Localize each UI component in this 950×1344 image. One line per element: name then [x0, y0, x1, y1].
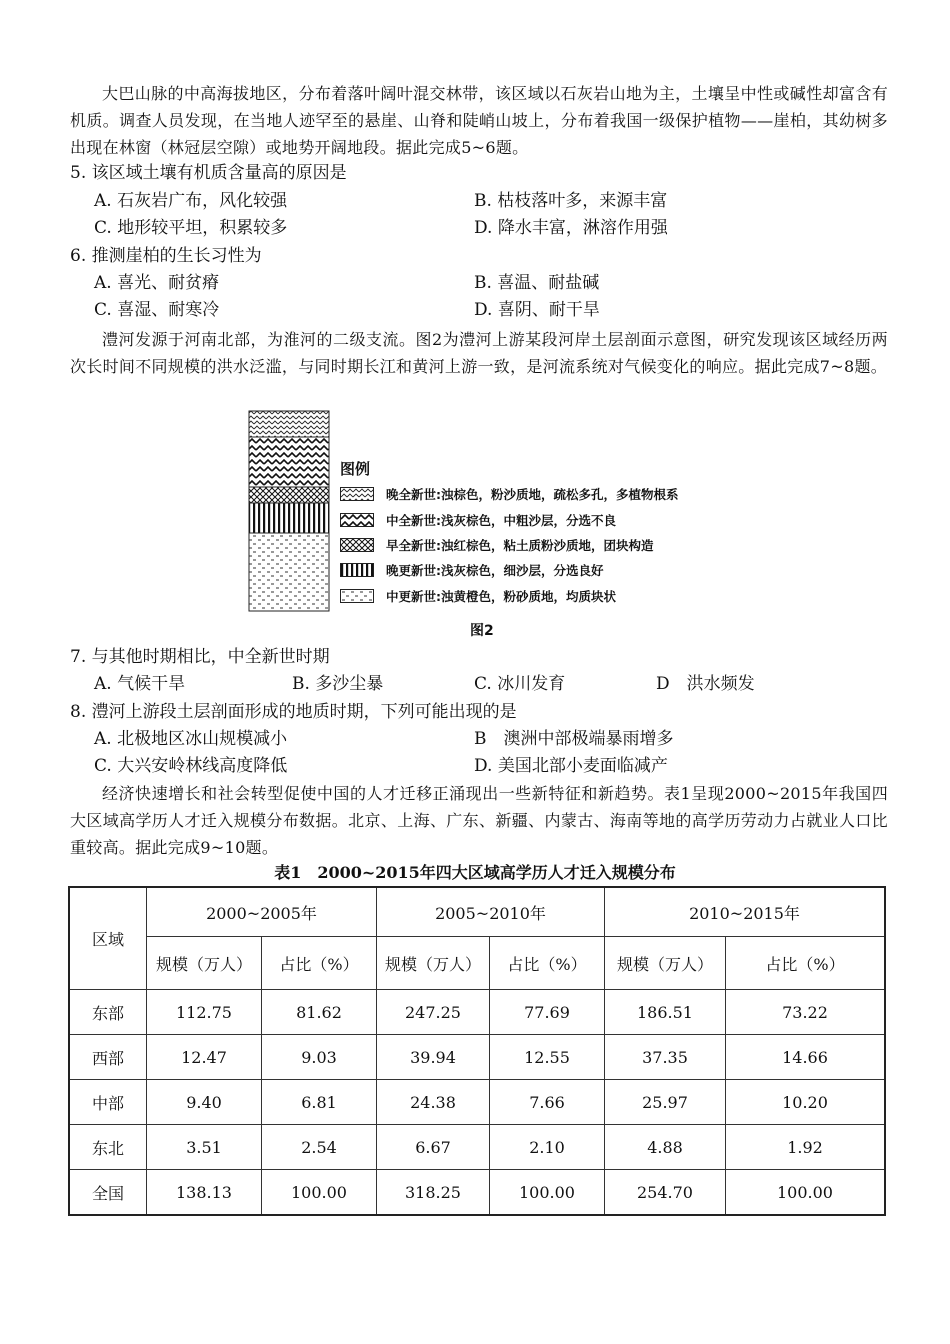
sub-header: 占比（%）	[490, 937, 605, 990]
question-7-stem: 7. 与其他时期相比，中全新世时期	[70, 647, 330, 667]
value-cell: 77.69	[490, 990, 605, 1035]
q6-option-a: A. 喜光、耐贫瘠	[94, 273, 220, 293]
legend-swatch	[340, 538, 374, 552]
legend-swatch	[340, 513, 374, 527]
value-cell: 9.40	[147, 1080, 262, 1125]
value-cell: 138.13	[147, 1170, 262, 1216]
sub-header: 规模（万人）	[605, 937, 726, 990]
passage-2: 澧河发源于河南北部，为淮河的二级支流。图2为澧河上游某段河岸土层剖面示意图，研究发现该区域经历两次长时间不同规模的洪水泛滥，与同时期长江和黄河上游一致，是河流系统对气候变化的响应。据此完成7~8题。	[70, 330, 888, 376]
legend-item-late-holocene	[340, 484, 679, 504]
region-cell: 东部	[69, 990, 147, 1035]
q5-option-c: C. 地形较平坦，积累较多	[94, 218, 288, 238]
legend-label: 晚全新世:浊棕色，粉沙质地，疏松多孔，多植物根系	[386, 487, 679, 502]
talent-migration-table	[68, 886, 886, 1216]
value-cell: 247.25	[377, 990, 490, 1035]
table-row	[69, 990, 885, 1035]
value-cell: 10.20	[726, 1080, 886, 1125]
q8-option-b: B 澳洲中部极端暴雨增多	[474, 729, 674, 749]
region-cell: 西部	[69, 1035, 147, 1080]
period-header: 2010~2015年	[605, 887, 886, 937]
q7-option-a: A. 气候干旱	[94, 674, 186, 694]
layer-late-holocene-top	[249, 411, 329, 437]
value-cell: 2.10	[490, 1125, 605, 1170]
layer-middle-holocene	[249, 437, 329, 487]
value-cell: 186.51	[605, 990, 726, 1035]
legend-label: 晚更新世:浅灰棕色，细沙层，分选良好	[386, 563, 604, 578]
value-cell: 112.75	[147, 990, 262, 1035]
value-cell: 12.47	[147, 1035, 262, 1080]
value-cell: 39.94	[377, 1035, 490, 1080]
value-cell: 254.70	[605, 1170, 726, 1216]
question-6-stem: 6. 推测崖柏的生长习性为	[70, 246, 262, 266]
q6-option-d: D. 喜阴、耐干旱	[474, 300, 600, 320]
value-cell: 9.03	[262, 1035, 377, 1080]
q5-option-a: A. 石灰岩广布，风化较强	[94, 191, 288, 211]
layer-early-holocene	[249, 487, 329, 503]
q6-option-c: C. 喜湿、耐寒冷	[94, 300, 220, 320]
value-cell: 24.38	[377, 1080, 490, 1125]
layer-late-pleistocene	[249, 503, 329, 533]
value-cell: 3.51	[147, 1125, 262, 1170]
q8-option-a: A. 北极地区冰山规模减小	[94, 729, 288, 749]
q6-option-b: B. 喜温、耐盐碱	[474, 273, 600, 293]
value-cell: 1.92	[726, 1125, 886, 1170]
sub-header: 规模（万人）	[377, 937, 490, 990]
table-title: 表1 2000~2015年四大区域高学历人才迁入规模分布	[274, 863, 676, 882]
table-subheader-row	[69, 937, 885, 990]
question-5-stem: 5. 该区域土壤有机质含量高的原因是	[70, 163, 347, 183]
q8-option-c: C. 大兴安岭林线高度降低	[94, 756, 288, 776]
q5-option-d: D. 降水丰富，淋溶作用强	[474, 218, 668, 238]
value-cell: 4.88	[605, 1125, 726, 1170]
value-cell: 318.25	[377, 1170, 490, 1216]
legend-title: 图例	[340, 460, 371, 478]
value-cell: 6.67	[377, 1125, 490, 1170]
legend-label: 早全新世:浊红棕色，粘土质粉沙质地，团块构造	[386, 538, 654, 553]
q5-option-b: B. 枯枝落叶多，来源丰富	[474, 191, 668, 211]
q7-option-c: C. 冰川发育	[474, 674, 566, 694]
q7-option-b: B. 多沙尘暴	[292, 674, 384, 694]
soil-profile-figure	[248, 410, 330, 612]
question-8-stem: 8. 澧河上游段土层剖面形成的地质时期，下列可能出现的是	[70, 702, 517, 722]
legend-item-late-pleistocene	[340, 560, 604, 580]
value-cell: 100.00	[490, 1170, 605, 1216]
region-cell: 全国	[69, 1170, 147, 1216]
table-row	[69, 1125, 885, 1170]
region-cell: 东北	[69, 1125, 147, 1170]
legend-swatch	[340, 563, 374, 577]
period-header: 2005~2010年	[377, 887, 605, 937]
region-header: 区域	[69, 887, 147, 990]
value-cell: 6.81	[262, 1080, 377, 1125]
region-cell: 中部	[69, 1080, 147, 1125]
legend-swatch	[340, 589, 374, 603]
value-cell: 81.62	[262, 990, 377, 1035]
value-cell: 12.55	[490, 1035, 605, 1080]
table-row	[69, 1035, 885, 1080]
table-row	[69, 1080, 885, 1125]
legend-item-early-holocene	[340, 535, 654, 555]
legend-swatch	[340, 487, 374, 501]
passage-1: 大巴山脉的中高海拔地区，分布着落叶阔叶混交林带，该区域以石灰岩山地为主，土壤呈中性或碱性却富含有机质。调查人员发现，在当地人迹罕至的悬崖、山脊和陡峭山坡上，分布着我国一级保护植物——崖柏，其幼树多出现在林窗（林冠层空隙）或地势开阔地段。据此完成5~6题。	[70, 84, 888, 157]
value-cell: 37.35	[605, 1035, 726, 1080]
passage-3: 经济快速增长和社会转型促使中国的人才迁移正涌现出一些新特征和新趋势。表1呈现2000~2015年我国四大区域高学历人才迁入规模分布数据。北京、上海、广东、新疆、内蒙古、海南等地的高学历劳动力占就业人口比重较高。据此完成9~10题。	[70, 784, 888, 857]
value-cell: 2.54	[262, 1125, 377, 1170]
period-header: 2000~2005年	[147, 887, 377, 937]
value-cell: 100.00	[726, 1170, 886, 1216]
legend-item-middle-holocene	[340, 510, 616, 530]
value-cell: 73.22	[726, 990, 886, 1035]
legend-label: 中更新世:浊黄橙色，粉砂质地，均质块状	[386, 589, 616, 604]
q8-option-d: D. 美国北部小麦面临减产	[474, 756, 668, 776]
legend-label: 中全新世:浅灰棕色，中粗沙层，分选不良	[386, 513, 616, 528]
value-cell: 14.66	[726, 1035, 886, 1080]
sub-header: 占比（%）	[262, 937, 377, 990]
q7-option-d: D 洪水频发	[656, 674, 755, 694]
value-cell: 100.00	[262, 1170, 377, 1216]
sub-header: 占比（%）	[726, 937, 886, 990]
layer-middle-pleistocene	[249, 533, 329, 611]
value-cell: 7.66	[490, 1080, 605, 1125]
value-cell: 25.97	[605, 1080, 726, 1125]
table-header-row	[69, 887, 885, 937]
table-row	[69, 1170, 885, 1216]
figure-caption: 图2	[470, 623, 494, 639]
sub-header: 规模（万人）	[147, 937, 262, 990]
legend-item-middle-pleistocene	[340, 586, 616, 606]
